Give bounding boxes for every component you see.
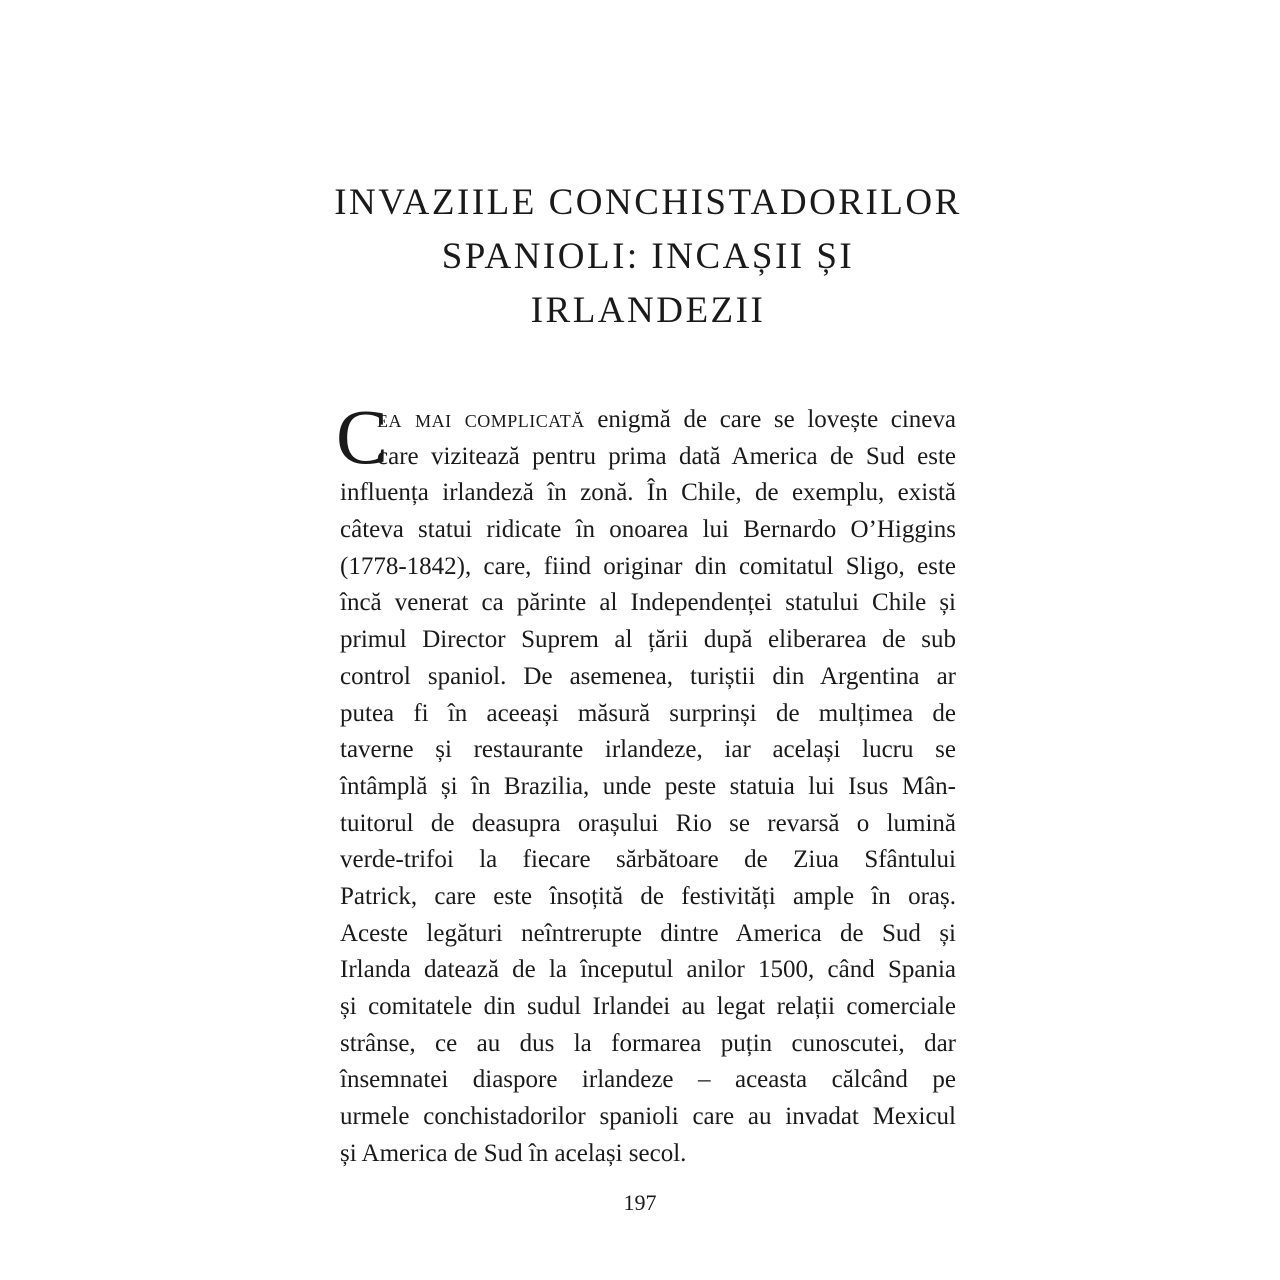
text-line: încă venerat ca părinte al Independenței statului Chile și [340,589,956,617]
text-line: influența irlandeză în zonă. În Chile, de exemplu, există [340,479,956,507]
text-line: întâmplă și în Brazilia, unde peste statuia lui Isus Mân- [340,772,956,800]
text-line: Patrick, care este însoțită de festivități ample în oraș. [340,882,956,910]
text-line: însemnatei diaspore irlandeze – aceasta călcând pe [340,1066,956,1094]
chapter-title-line: SPANIOLI: INCAȘII ȘI [441,236,855,277]
text-line: taverne și restaurante irlandeze, iar același lucru se [340,736,956,764]
body-paragraph [336,393,956,1172]
text-line: verde-trifoi la fiecare sărbătoare de Ziua Sfântului [340,846,956,874]
drop-cap: C [336,393,389,480]
text-line: Aceste legături neîntrerupte dintre America de Sud și [340,919,956,947]
text-line: și comitatele din sudul Irlandei au legat relații comerciale [340,993,956,1020]
text-line: tuitorul de deasupra orașului Rio se revarsă o lumină [340,809,956,837]
text-line: câteva statui ridicate în onoarea lui Bernardo O’Higgins [340,516,956,544]
small-caps-lead: ea mai complicată [377,406,585,433]
text-line-last: și America de Sud în același secol. [340,1139,687,1167]
text-line: control spaniol. De asemenea, turiștii din Argentina ar [340,662,956,690]
text-line: (1778-1842), care, fiind originar din comitatul Sligo, este [340,552,956,580]
page-number: 197 [623,1190,657,1215]
text-line: putea fi în aceeași măsură surprinși de mulțimea de [340,699,956,727]
chapter-title [300,176,996,338]
text-line: primul Director Suprem al țării după eliberarea de sub [340,626,956,654]
chapter-title-line: IRLANDEZII [530,290,766,331]
text-line: care vizitează pentru prima dată America de Sud este [377,442,956,470]
text-line-rest: enigmă de care se lovește cineva [584,406,956,433]
chapter-title-line: INVAZIILE CONCHISTADORILOR [334,182,962,223]
text-line: Irlanda datează de la începutul anilor 1500, când Spania [340,956,956,984]
text-line: urmele conchistadorilor spanioli care au invadat Mexicul [340,1103,956,1131]
text-line: strânse, ce au dus la formarea puțin cunoscutei, dar [340,1029,956,1057]
